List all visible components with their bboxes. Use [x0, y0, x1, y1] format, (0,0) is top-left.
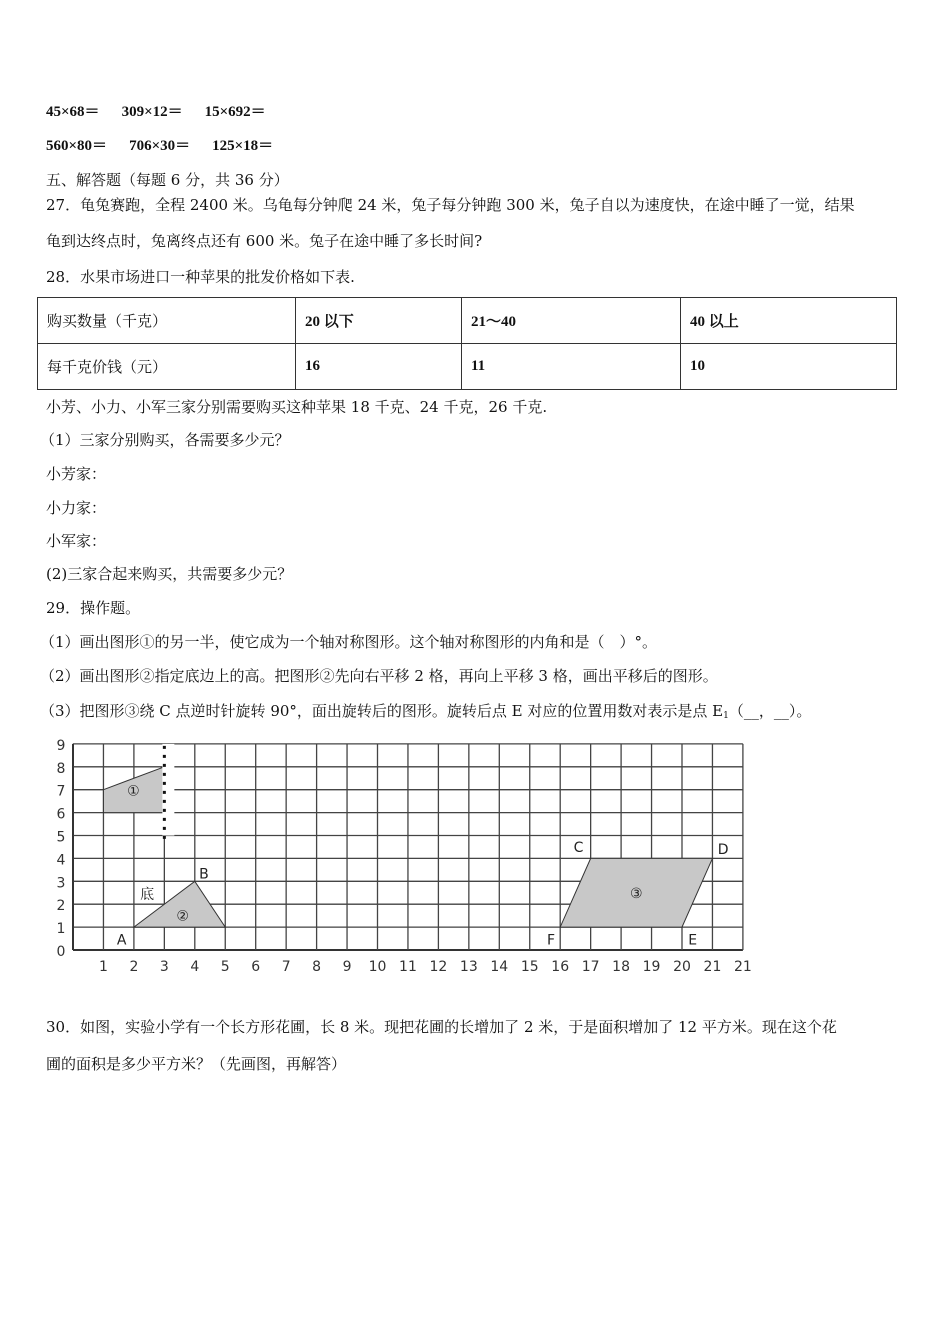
x-axis-label: 21 — [733, 959, 752, 975]
q29-title: 29．操作题。 — [46, 599, 141, 617]
x-axis-label: 1 — [98, 959, 108, 975]
calc-item: 560×80＝ — [46, 138, 108, 154]
calc-item: 309×12＝ — [121, 104, 183, 120]
q27-line-1: 27．龟兔赛跑，全程 2400 米。乌龟每分钟爬 24 米，兔子每分钟跑 300 米，兔子自以为速度快，在途中睡了一觉，结果 — [46, 196, 855, 214]
q29-part-3-main: （3）把图形③绕 C 点逆时针旋转 90°，面出旋转后的图形。旋转后点 E 对应的位置用数对表示是点 E — [40, 702, 724, 720]
x-axis-label: 11 — [399, 959, 417, 975]
q29-part-1: （1）画出图形①的另一半，使它成为一个轴对称图形。这个轴对称图形的内角和是（ ）°。 — [40, 633, 658, 651]
y-axis-label: 3 — [56, 875, 66, 892]
point-f-label: F — [547, 932, 556, 949]
y-axis-label: 5 — [56, 829, 66, 846]
q28-xiaoli: 小力家： — [46, 499, 107, 517]
q29-part-3-tail: （__，__）。 — [728, 702, 812, 720]
x-axis-label: 5 — [220, 959, 230, 975]
q28-intro: 28．水果市场进口一种苹果的批发价格如下表. — [46, 268, 355, 286]
x-axis-label: 21 — [703, 959, 722, 975]
x-axis-label: 2 — [129, 959, 139, 975]
calc-item: 706×30＝ — [129, 138, 191, 154]
x-axis-label: 7 — [281, 959, 291, 975]
x-axis-label: 19 — [642, 959, 661, 975]
table-cell: 购买数量（千克） — [38, 298, 296, 344]
q30-line-2: 圃的面积是多少平方米？（先画图，再解答） — [46, 1055, 347, 1073]
x-axis-label: 20 — [673, 959, 691, 975]
q27-line-2: 龟到达终点时，兔离终点还有 600 米。兔子在途中睡了多长时间? — [46, 232, 483, 250]
x-axis-label: 15 — [520, 959, 539, 975]
calc-item: 45×68＝ — [46, 104, 100, 120]
point-b-label: B — [199, 866, 209, 883]
shape-1-label: ① — [127, 783, 140, 800]
point-a-label: A — [116, 932, 127, 949]
q30-line-1: 30．如图，实验小学有一个长方形花圃，长 8 米。现把花圃的长增加了 2 米，于是面积增加了 12 平方米。现在这个花 — [46, 1018, 837, 1036]
shape-2-label: ② — [176, 908, 189, 925]
calc-item: 125×18＝ — [212, 138, 274, 154]
x-axis-label: 9 — [342, 959, 352, 975]
q28-xiaofang: 小芳家： — [46, 465, 107, 483]
q29-part-3-sub: 1 — [723, 711, 729, 721]
table-cell: 20 以下 — [296, 298, 462, 344]
x-axis-label: 14 — [490, 959, 509, 975]
x-axis-label: 12 — [429, 959, 448, 975]
x-axis-label: 17 — [581, 959, 600, 975]
table-cell: 10 — [681, 344, 897, 390]
y-axis-label: 8 — [56, 760, 66, 777]
table-cell: 21～40 — [462, 298, 681, 344]
shape-3-label: ③ — [630, 885, 643, 902]
y-axis-label: 6 — [56, 806, 66, 823]
y-axis-label: 4 — [56, 852, 66, 869]
q28-xiaojun: 小军家： — [46, 532, 107, 550]
base-label: 底 — [140, 886, 155, 903]
y-axis-label: 0 — [56, 944, 66, 960]
x-axis-label: 6 — [251, 959, 261, 975]
point-e-label: E — [688, 932, 698, 949]
calc-item: 15×692＝ — [204, 104, 266, 120]
table-cell: 11 — [462, 344, 681, 390]
q28-part-1: （1）三家分别购买，各需要多少元？ — [40, 431, 290, 449]
y-axis-label: 1 — [56, 921, 66, 938]
point-c-label: C — [573, 839, 584, 856]
y-axis-label: 2 — [56, 898, 66, 915]
x-axis-label: 18 — [612, 959, 631, 975]
table-cell: 40 以上 — [681, 298, 897, 344]
x-axis-label: 13 — [459, 959, 478, 975]
x-axis-label: 8 — [312, 959, 322, 975]
q28-part-2: (2)三家合起来购买，共需要多少元？ — [46, 565, 293, 583]
x-axis-label: 16 — [551, 959, 570, 975]
x-axis-label: 4 — [190, 959, 200, 975]
table-cell: 每千克价钱（元） — [38, 344, 296, 390]
q28-after-table: 小芳、小力、小军三家分别需要购买这种苹果 18 千克、24 千克，26 千克. — [46, 398, 548, 416]
point-d-label: D — [717, 842, 729, 859]
section-title: 五、解答题（每题 6 分，共 36 分） — [46, 171, 289, 189]
table-cell: 16 — [296, 344, 462, 390]
q29-part-2: （2）画出图形②指定底边上的高。把图形②先向右平移 2 格，再向上平移 3 格，画出平移后的图形。 — [40, 667, 718, 685]
x-axis-label: 3 — [159, 959, 169, 975]
x-axis-label: 10 — [368, 959, 387, 975]
y-axis-label: 9 — [56, 737, 66, 754]
y-axis-label: 7 — [56, 783, 66, 800]
